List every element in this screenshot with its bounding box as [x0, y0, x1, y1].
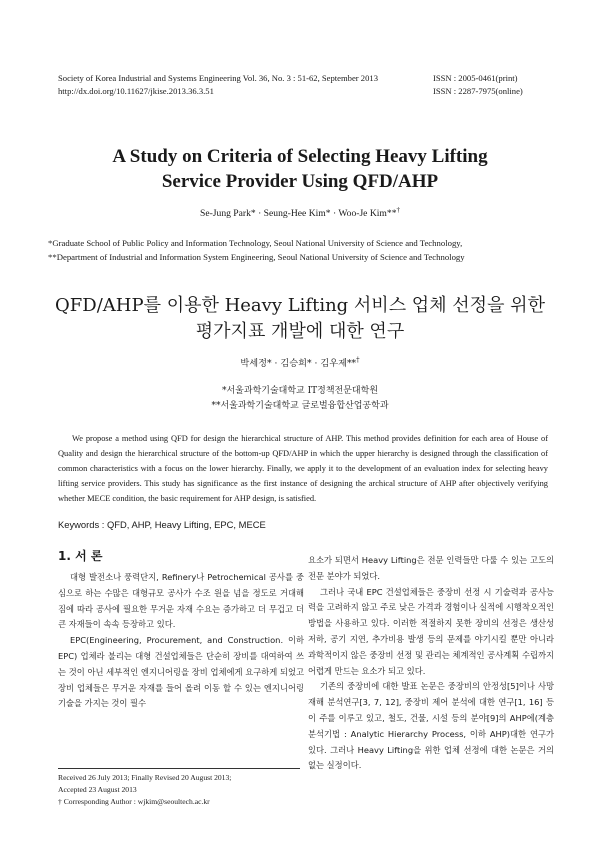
left-column — [58, 570, 304, 712]
corresponding-author-text: Corresponding Author : wjkim@seoultech.ac.kr — [63, 797, 210, 806]
authors-ko — [0, 355, 600, 369]
affiliation-ko-2: **서울과학기술대학교 글로벌융합산업공학과 — [211, 401, 389, 411]
affiliations-ko — [0, 384, 600, 414]
issn-print: ISSN : 2005-0461(print) — [433, 73, 518, 83]
affiliation-en-1: *Graduate School of Public Policy and Information Technology, Seoul National University of Science and Technology, — [48, 238, 463, 248]
affiliation-en-2: **Department of Industrial and Information System Engineering, Seoul National University of Science and Technology — [48, 252, 465, 262]
abstract: We propose a method using QFD for design the hierarchical structure of AHP. This method provides definition for each area of House of Quality and design the hierarchical structure of the bottom-up QFD/AHP in which the upper hierarchy is designed through the classification of common characteristics with a focus on the lower hierarchy. Finally, we apply it to the development of an evaluation index for selecting heavy lifting service providers. This study has significance as the first instance of designing the archical structure of AHP after objectively verifying whether MECE condition, the basic requirement for AHP design, is satisfied. — [58, 434, 548, 503]
footnotes — [58, 772, 308, 808]
title-en-line2: Service Provider Using QFD/AHP — [161, 171, 439, 192]
dagger-mark-footnote: † — [58, 797, 62, 806]
issn-online: ISSN : 2287-7975(online) — [433, 86, 523, 96]
title-ko-line1: QFD/AHP를 이용한 Heavy Lifting 서비스 업체 선정을 위한 — [55, 295, 545, 316]
authors-en-text: Se-Jung Park* · Seung-Hee Kim* · Woo-Je Kim** — [200, 208, 397, 220]
keywords-label: Keywords — [58, 519, 100, 530]
authors-ko-text: 박세정* · 김승희* · 김우제** — [240, 358, 357, 369]
paper-title-ko — [0, 293, 600, 345]
paragraph: 요소가 되면서 Heavy Lifting은 전문 인력들만 다룰 수 있는 고도의 전문 분야가 되었다. — [308, 555, 554, 581]
accepted-date: Accepted 23 August 2013 — [58, 785, 137, 794]
doi-line[interactable]: http://dx.doi.org/10.11627/jkise.2013.36.3.51 — [58, 86, 214, 96]
affiliations-en — [48, 236, 568, 264]
paragraph: 기존의 중장비에 대한 발표 논문은 중장비의 안정성[5]이나 사망재해 분석연구[3, 7, 12], 중장비 제어 분석에 대한 연구[1, 16] 등이 주를 이루고 있고, 철도, 건물, 시설 등의 분야[9]의 AHP에(계층분석기법 : Analytic Hierarchy Process, 이하 AHP)대한 연구가 있다. 그러나 Heavy Lifting을 위한 업체 선정에 대한 논문은 거의 없는 실정이다. — [308, 681, 554, 771]
corresponding-author — [58, 796, 308, 808]
right-column — [308, 553, 554, 774]
paragraph: 대형 발전소나 풍력단지, Refinery나 Petrochemical 공사를 중심으로 하는 수많은 대형규모 공사가 수조 원을 넘을 정도로 거대해짐에 따라 공사에 필요한 무거운 자재 수요는 증가하고 더 무겁고 더 큰 자재들이 속속 등장하고 있다. — [58, 572, 304, 630]
paragraph: EPC(Engineering, Procurement, and Construction. 이하 EPC) 업체라 불리는 대형 건설업체들은 단순히 장비를 대여하여 쓰는 것이 아닌 세부적인 엔지니어링을 장비 업체에게 요구하게 되었고 장비 업체들은 무거운 자재를 들어 올려 이동 할 수 있는 엔지니어링 기술을 가지는 것이 필수 — [58, 635, 304, 709]
journal-line: Society of Korea Industrial and Systems Engineering Vol. 36, No. 3 : 51-62, September 2013 — [58, 73, 378, 83]
section-heading-introduction: 1. 서 론 — [58, 549, 103, 563]
keywords — [58, 519, 548, 530]
paragraph: 그러나 국내 EPC 건설업체들은 중장비 선정 시 기술력과 공사능력을 고려하지 않고 주로 낮은 가격과 경험이나 실적에 시행착오적인 방법을 사용하고 있다. 이러한 적절하지 못한 장비의 선정은 생산성 저하, 공기 지연, 추가비용 발생 등의 문제를 야기시킬 뿐만 아니라 과학적이지 않은 중장비 선정 및 관리는 체계적인 공사계획 수립까지 어렵게 만드는 요소가 되고 있다. — [308, 586, 554, 676]
received-date: Received 26 July 2013; Finally Revised 20 August 2013; — [58, 773, 232, 782]
affiliation-ko-1: *서울과학기술대학교 IT정책전문대학원 — [221, 386, 379, 396]
authors-en — [0, 206, 600, 219]
dagger-mark-ko: † — [356, 355, 360, 364]
title-en-line1: A Study on Criteria of Selecting Heavy Lifting — [112, 146, 488, 167]
dagger-mark: † — [396, 206, 400, 214]
keywords-text: : QFD, AHP, Heavy Lifting, EPC, MECE — [101, 519, 266, 530]
footnote-divider — [58, 768, 300, 769]
title-ko-line2: 평가지표 개발에 대한 연구 — [195, 321, 405, 342]
paper-title-en — [0, 144, 600, 194]
